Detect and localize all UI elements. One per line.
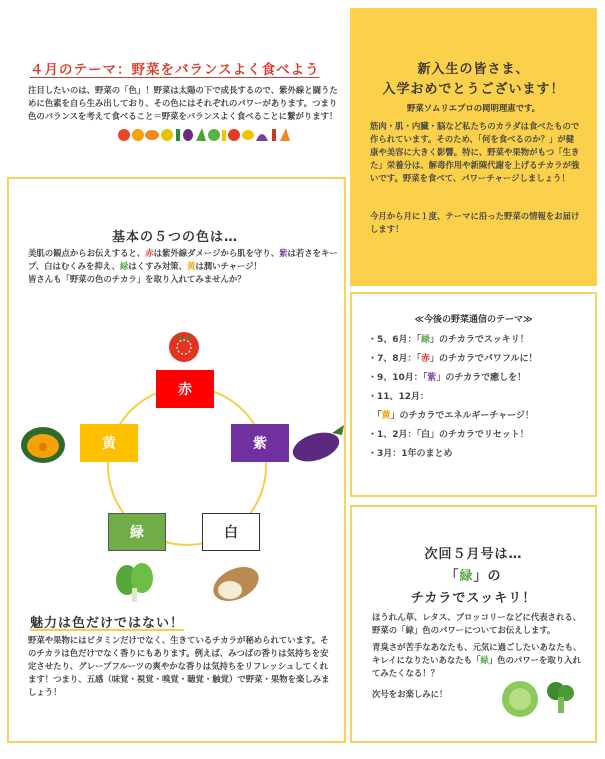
- color-box-purple: 紫: [231, 424, 289, 462]
- upcoming-theme-item-pre: ・7、8月：「: [368, 354, 422, 364]
- upcoming-theme-item-pre: ・9、10月：「: [368, 373, 428, 383]
- upcoming-theme-item-pre: ・11、12月：: [368, 392, 430, 402]
- upcoming-theme-item-post: 」のチカラでエネルギーチャージ！: [390, 411, 534, 421]
- colors-intro-text-c: は若さをキープ、白はむくみを抑え、: [28, 248, 338, 271]
- color-box-white: 白: [202, 513, 260, 551]
- colors-intro-text-e: は潤いチャージ！: [195, 261, 262, 271]
- upcoming-theme-item: [368, 370, 593, 389]
- charm-title: 魅力は色だけではない！: [30, 616, 185, 631]
- upcoming-theme-item-pre: ・1、2月：「白」のチカラでリセット！: [368, 430, 529, 440]
- pumpkin-icon: [18, 423, 68, 469]
- next-issue-line2-post: 」の: [473, 569, 502, 584]
- next-issue-line3: チカラでスッキリ！: [410, 591, 537, 606]
- color-box-red: 赤: [156, 370, 214, 408]
- upcoming-theme-item: [368, 389, 593, 408]
- welcome-paragraph-1: 筋肉・肌・内臓・脳など私たちのカラダは食べたもので作られています。そのため、「何を食べるのか？」が健康や美容に大きく影響。特に、野菜や果物がもつ「生きた」栄養分は、解毒作用や新陳代謝を上げるチカラが強いです。野菜を食べて、パワーチャージしましょう！: [370, 121, 580, 183]
- colors-intro-text-f: 皆さんも「野菜の色のチカラ」を取り入れてみませんか？: [28, 274, 246, 284]
- next-issue-paragraph-2-a: 青臭さが苦手なあなたも、元気に過ごしたいあなたも、キレイになりたいあなたも「: [372, 642, 582, 665]
- upcoming-theme-item: [368, 408, 593, 427]
- upcoming-theme-item: [368, 332, 593, 351]
- eggplant-icon: [290, 421, 348, 469]
- spinach-icon: [112, 560, 158, 608]
- next-issue-line2-pre: 「: [445, 569, 460, 584]
- next-issue-line1: 次回５月号は…: [424, 547, 523, 562]
- colors-intro-purple: 紫: [279, 248, 288, 258]
- upcoming-theme-item-post: 」のチカラでパワフルに！: [430, 354, 538, 364]
- upcoming-theme-item-post: 」のチカラで癒しを！: [436, 373, 527, 383]
- upcoming-theme-item-color-word: 赤: [421, 354, 431, 364]
- lettuce-broccoli-icon: [492, 675, 584, 723]
- next-issue-paragraph-2-green: 緑: [480, 655, 489, 665]
- colors-title: 基本の５つの色は…: [111, 230, 238, 245]
- upcoming-theme-item-post: 」のチカラでスッキリ！: [430, 335, 529, 345]
- taro-icon: [208, 562, 264, 608]
- upcoming-theme-item-pre: ・5、6月：「: [368, 335, 422, 345]
- charm-body: 野菜や果物にはビタミンだけでなく、生きているチカラが秘められています。そのチカラは色だけでなく香りにもあります。例えば、みつばの香りは気持ちを安定させたり、グレープフルーツの爽やかな香りは気持ちをリフレッシュしてくれます！つまり、五感（味覚・視覚・嗅覚・聴覚・触覚）で野菜・果物を楽しみましょう！: [28, 635, 330, 697]
- next-issue-paragraph-1: ほうれん草、レタス、ブロッコリーなどに代表される、野菜の「緑」色のパワーについてお伝えします。: [372, 612, 582, 635]
- upcoming-themes-panel: [350, 292, 597, 497]
- vegetable-row-illustration: [116, 125, 296, 143]
- colors-intro-text-d: はくすみ対策、: [128, 261, 187, 271]
- colors-intro-text-b: は紫外線ダメージから肌を守り、: [153, 248, 280, 258]
- upcoming-theme-item-pre: 「: [368, 411, 382, 421]
- colors-intro-yellow: 黄: [186, 261, 196, 271]
- welcome-paragraph-2: 今月から月に１度、テーマに沿った野菜の情報をお届けします！: [370, 211, 580, 234]
- upcoming-theme-item-color-word: 黄: [381, 411, 391, 421]
- upcoming-theme-item: [368, 427, 593, 446]
- welcome-author: 野菜ソムリエプロの岡明理恵です。: [406, 103, 541, 113]
- upcoming-themes-title: ≪今後の野菜通信のテーマ≫: [414, 315, 533, 325]
- april-theme-title: ４月のテーマ：野菜をバランスよく食べよう: [30, 62, 320, 78]
- colors-intro-green: 緑: [119, 261, 129, 271]
- colors-intro-text-a: 美肌の観点からお伝えすると、: [28, 248, 146, 258]
- upcoming-themes-list: [368, 332, 593, 465]
- upcoming-theme-item-color-word: 緑: [421, 335, 431, 345]
- upcoming-theme-item-pre: ・3月：1年のまとめ: [368, 449, 453, 459]
- color-box-yellow: 黄: [80, 424, 138, 462]
- colors-intro-red: 赤: [145, 248, 154, 258]
- upcoming-theme-item: [368, 351, 593, 370]
- color-box-green: 緑: [108, 513, 166, 551]
- next-issue-paragraph-3: 次号をお楽しみに！: [372, 689, 448, 699]
- next-issue-paragraph-2-b: 」色のパワーを取り入れてみたくなる！？: [372, 655, 581, 678]
- welcome-title-line2: 入学おめでとうございます！: [382, 82, 565, 97]
- next-issue-green-word: 緑: [459, 569, 474, 584]
- welcome-title-line1: 新入生の皆さま、: [417, 62, 530, 77]
- next-issue-line2: [352, 565, 595, 584]
- april-theme-body: 注目したいのは、野菜の「色」！野菜は太陽の下で成長するので、紫外線と闘うために色素を自ら生み出しており、その色にはそれぞれのパワーがあります。つまり色のバランスを考えて食べること＝野菜をバランスよく食べることに繋がります！: [28, 85, 338, 121]
- tomato-icon: [162, 327, 206, 367]
- upcoming-theme-item: [368, 446, 593, 465]
- welcome-panel: [350, 8, 597, 286]
- upcoming-theme-item-color-word: 紫: [427, 373, 437, 383]
- next-issue-panel: [350, 505, 597, 743]
- colors-intro: [28, 247, 338, 286]
